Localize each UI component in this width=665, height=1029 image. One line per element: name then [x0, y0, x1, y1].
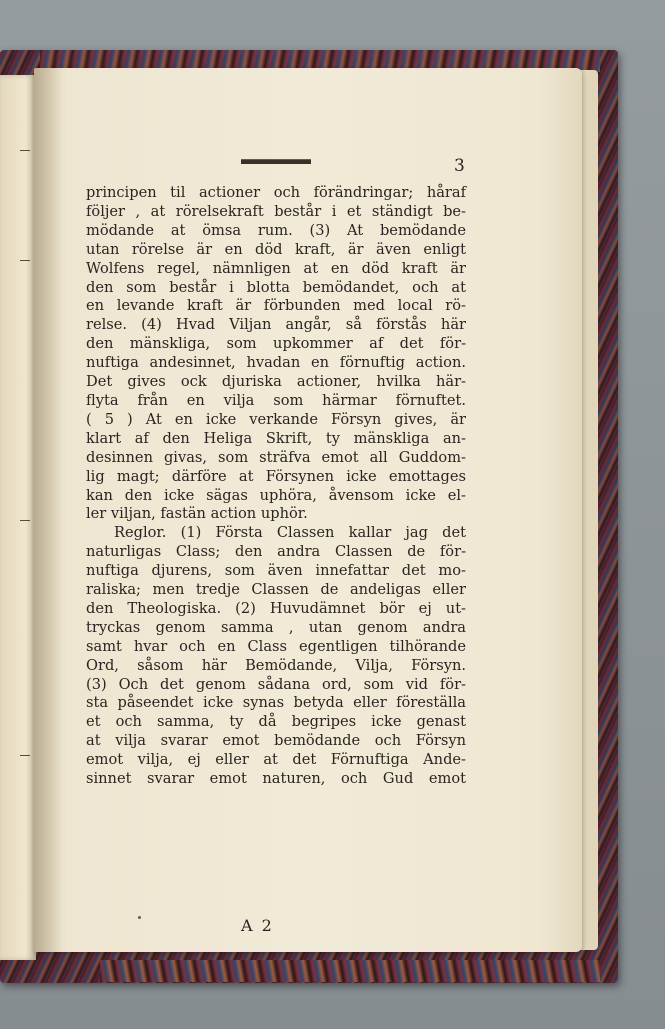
text-line: ( 5 ) At en icke verkande Försyn gives, är	[86, 410, 466, 428]
text-line: sinnet svarar emot naturen, och Gud emot	[86, 770, 466, 788]
book-page	[34, 68, 582, 952]
text-line: samt hvar och en Class egentligen tilhörande	[86, 637, 466, 655]
text-line: Det gives ock djuriska actioner, hvilka här-	[86, 373, 466, 391]
text-line: Wolfens regel, nämnligen at en död kraft är	[86, 259, 466, 277]
text-line: klart af den Heliga Skrift, ty mänskliga an-	[86, 429, 466, 447]
margin-mark	[20, 755, 30, 756]
text-line: kan den icke sägas uphöra, åvensom icke el-	[86, 486, 466, 504]
text-line: den mänskliga, som upkommer af det för-	[86, 335, 466, 353]
text-line: et och samma, ty då begripes icke genast	[86, 713, 466, 731]
text-line: desinnen givas, som sträfva emot all Guddom-	[86, 448, 466, 466]
text-line: den Theologiska. (2) Huvudämnet bör ej ut-	[86, 599, 466, 617]
margin-mark	[20, 520, 30, 521]
signature-mark: A 2	[241, 916, 274, 935]
facing-page	[0, 75, 36, 960]
text-line: lig magt; därföre at Försynen icke emottages	[86, 467, 466, 485]
text-line: flyta från en vilja som härmar förnuftet.	[86, 391, 466, 409]
text-line-end: ler viljan, fastän action uphör.	[86, 505, 308, 523]
text-line: tryckas genom samma , utan genom andra	[86, 618, 466, 636]
text-line: (3) Och det genom sådana ord, som vid för-	[86, 675, 466, 693]
cover-bottom-edge	[100, 960, 600, 982]
text-line: en levande kraft är förbunden med local rö-	[86, 297, 466, 315]
text-line: utan rörelse är en död kraft, är även enligt	[86, 240, 466, 258]
text-line: den som består i blotta bemödandet, och at	[86, 278, 466, 296]
header-rule	[241, 159, 311, 164]
text-line: emot vilja, ej eller at det Förnuftiga Ande-	[86, 751, 466, 769]
text-line: mödande at ömsa rum. (3) At bemödande	[86, 221, 466, 239]
text-line: nuftiga djurens, som även innefattar det mo-	[86, 562, 466, 580]
text-line: relse. (4) Hvad Viljan angår, så förstås här	[86, 316, 466, 334]
margin-mark	[20, 150, 30, 151]
text-line: Reglor. (1) Första Classen kallar jag det	[114, 524, 466, 542]
text-line: raliska; men tredje Classen de andeligas eller	[86, 581, 466, 599]
text-line: at vilja svarar emot bemödande och Försyn	[86, 732, 466, 750]
margin-mark	[20, 260, 30, 261]
spine-shadow	[34, 68, 62, 952]
text-line: sta påseendet icke synas betyda eller föreställa	[86, 694, 466, 712]
text-line: Ord, såsom här Bemödande, Vilja, Försyn.	[86, 656, 466, 674]
page-number: 3	[454, 156, 465, 176]
paper-speck	[138, 916, 141, 919]
text-line: nuftiga andesinnet, hvadan en förnuftig action.	[86, 354, 466, 372]
text-line: följer , at rörelsekraft består i et ständigt be-	[86, 202, 466, 220]
text-line: principen til actioner och förändringar; håraf	[86, 184, 466, 201]
body-text	[86, 184, 466, 789]
text-line: naturligas Class; den andra Classen de för-	[86, 543, 466, 561]
